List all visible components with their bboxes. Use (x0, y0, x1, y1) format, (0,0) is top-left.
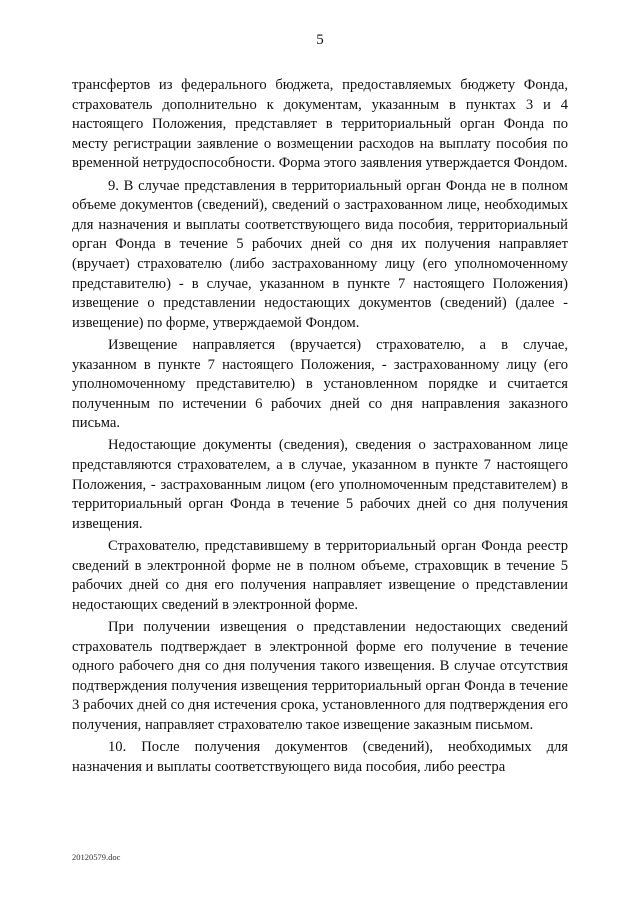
paragraph-continuation: трансфертов из федерального бюджета, предоставляемых бюджету Фонда, страхователь дополнительно к документам, указанным в пунктах 3 и 4 настоящего Положения, представляет в территориальный орган Фонда по месту регистрации заявление о возмещении расходов на выплату пособия по временной нетрудоспособности. Форма этого заявления утверждается Фондом. (72, 77, 568, 172)
paragraph-missing-documents: Недостающие документы (сведения), сведения о застрахованном лице представляются страхователем, а в случае, указанном в пункте 7 настоящего Положения, - застрахованным лицом (его уполномоченным представителем) в территориальный орган Фонда в течение 5 рабочих дней со дня получения извещения. (72, 437, 568, 532)
paragraph-item-9: 9. В случае представления в территориальный орган Фонда не в полном объеме документов (сведений), сведений о застрахованном лице, необходимых для назначения и выплаты соответствующего вида пособия, территориальный орган Фонда в течение 5 рабочих дней со дня их получения направляет (вручает) страхователю (либо застрахованному лицу (его уполномоченному представителю) - в случае, указанном в пункте 7 настоящего Положения) извещение о представлении недостающих документов (сведений) (далее - извещение) по форме, утверждаемой Фондом. (72, 177, 568, 331)
footer-filename: 20120579.doc (72, 852, 121, 862)
page-number: 5 (316, 32, 324, 48)
paragraph-confirmation: При получении извещения о представлении недостающих сведений страхователь подтверждает в электронной форме его получение в течение одного рабочего дня со дня получения такого извещения. В случае отсутствия подтверждения получения извещения территориальный орган Фонда в течение 3 рабочих дней со дня истечения срока, установленного для подтверждения его получения, направляет страхователю такое извещение заказным письмом. (72, 619, 568, 733)
paragraph-item-10: 10. После получения документов (сведений), необходимых для назначения и выплаты соответствующего вида пособия, либо реестра (72, 739, 568, 775)
paragraph-electronic-registry: Страхователю, представившему в территориальный орган Фонда реестр сведений в электронной форме не в полном объеме, страховщик в течение 5 рабочих дней со дня его получения направляет извещение о представлении недостающих сведений в электронной форме. (72, 538, 568, 613)
document-body (72, 76, 568, 780)
paragraph-notice-delivery: Извещение направляется (вручается) страхователю, а в случае, указанном в пункте 7 настоящего Положения, - застрахованному лицу (его уполномоченному представителю) в установленном порядке и считается полученным по истечении 6 рабочих дней со дня направления заказного письма. (72, 336, 568, 432)
